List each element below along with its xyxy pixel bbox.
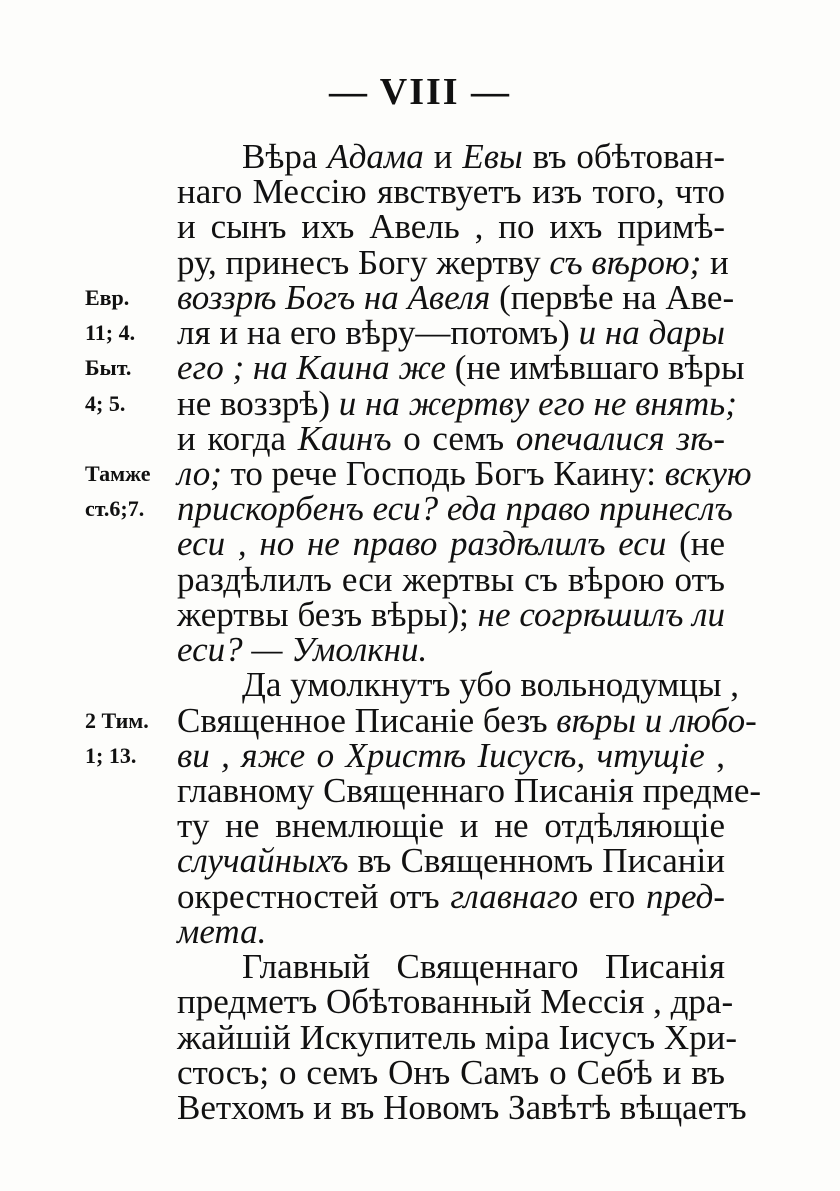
italic-text: Евы <box>462 137 523 176</box>
italic-text: мета. <box>177 912 267 951</box>
margin-note: Тамже <box>85 461 151 486</box>
italic-text: воззрѣ Богъ на Авеля <box>177 278 491 317</box>
text-run: его <box>577 877 646 916</box>
text-run: стосъ; о семъ Онъ Самъ о Себѣ и въ <box>177 1053 725 1092</box>
text-run: въ Священномъ Писаніи <box>348 841 725 880</box>
text-run: предметъ Обѣтованный Мессія , дра- <box>177 982 734 1021</box>
text-run: Ветхомъ и въ Новомъ Завѣтѣ вѣщаетъ <box>177 1088 747 1127</box>
italic-text: ви , яже о Христѣ Іисусѣ, чтущіе <box>177 736 705 775</box>
text-run: въ обѣтован- <box>522 137 725 176</box>
margin-note: Быт. <box>85 355 132 380</box>
text-run: Вѣра <box>242 137 328 176</box>
italic-text: еси , но не право раздѣлилъ еси <box>177 524 667 563</box>
text-run: не воззрѣ) <box>177 384 339 423</box>
italic-text: и на жертву его не внять; <box>338 384 737 423</box>
italic-text: Каинъ <box>297 419 392 458</box>
text-run: жертвы безъ вѣры); <box>177 595 478 634</box>
margin-note: 11; 4. <box>85 320 136 345</box>
text-run: о семъ <box>391 419 516 458</box>
margin-note: 4; 5. <box>85 391 126 416</box>
italic-text: прискорбенъ еси? еда право принеслъ <box>177 489 733 528</box>
text-run: жайшій Искупитель міра Іисусъ Хри- <box>177 1018 738 1057</box>
text-run: ля и на его вѣру—потомъ) <box>177 313 579 352</box>
italic-text: еси? — Умолкни. <box>177 630 428 669</box>
text-run: раздѣлилъ еси жертвы съ вѣрою отъ <box>177 560 725 599</box>
italic-text: ло; <box>177 454 222 493</box>
text-run: и <box>423 137 463 176</box>
text-run: ру, принесъ Богу жертву <box>177 243 550 282</box>
text-run: Главный Священнаго Писанія <box>242 947 725 986</box>
text-run: и когда <box>177 419 298 458</box>
italic-text: и на дары <box>578 313 725 352</box>
italic-text: главнаго <box>450 877 578 916</box>
margin-note: 2 Тим. <box>85 708 149 733</box>
margin-note: 1; 13. <box>85 743 137 768</box>
text-run: и сынъ ихъ Авель , по ихъ примѣ- <box>177 207 725 246</box>
text-run: (не <box>666 524 726 563</box>
text-run: то рече Господь Богъ Каину: <box>221 454 665 493</box>
italic-text: не согрѣшилъ ли <box>477 595 725 634</box>
text-line <box>177 1085 747 1131</box>
italic-text: его ; на Каина же <box>177 348 446 387</box>
text-run: главному Священнаго Писанія предме- <box>177 771 762 810</box>
text-run: окрестностей отъ <box>177 877 451 916</box>
text-run: , <box>704 736 725 775</box>
italic-text: вѣры и любо- <box>556 701 757 740</box>
italic-text: опечалися зѣ- <box>515 419 725 458</box>
italic-text: Адама <box>327 137 424 176</box>
text-run: Да умолкнутъ убо вольнодумцы , <box>242 665 740 704</box>
text-run: (первѣе на Аве- <box>490 278 735 317</box>
page-number: — VIII — <box>328 71 512 113</box>
text-run: (не имѣвшаго вѣры <box>445 348 745 387</box>
text-run: наго Мессію явствуетъ изъ того, что <box>177 172 725 211</box>
margin-note: ст.6;7. <box>85 496 145 521</box>
text-run: ту не внемлющіе и не отдѣляющіе <box>177 806 725 845</box>
italic-text: случайныхъ <box>177 841 349 880</box>
text-run: Священное Писаніе безъ <box>177 701 557 740</box>
text-run: и <box>701 243 729 282</box>
margin-note: Евр. <box>85 285 130 310</box>
italic-text: пред- <box>645 877 725 916</box>
italic-text: вскую <box>664 454 752 493</box>
italic-text: съ вѣрою; <box>549 243 702 282</box>
